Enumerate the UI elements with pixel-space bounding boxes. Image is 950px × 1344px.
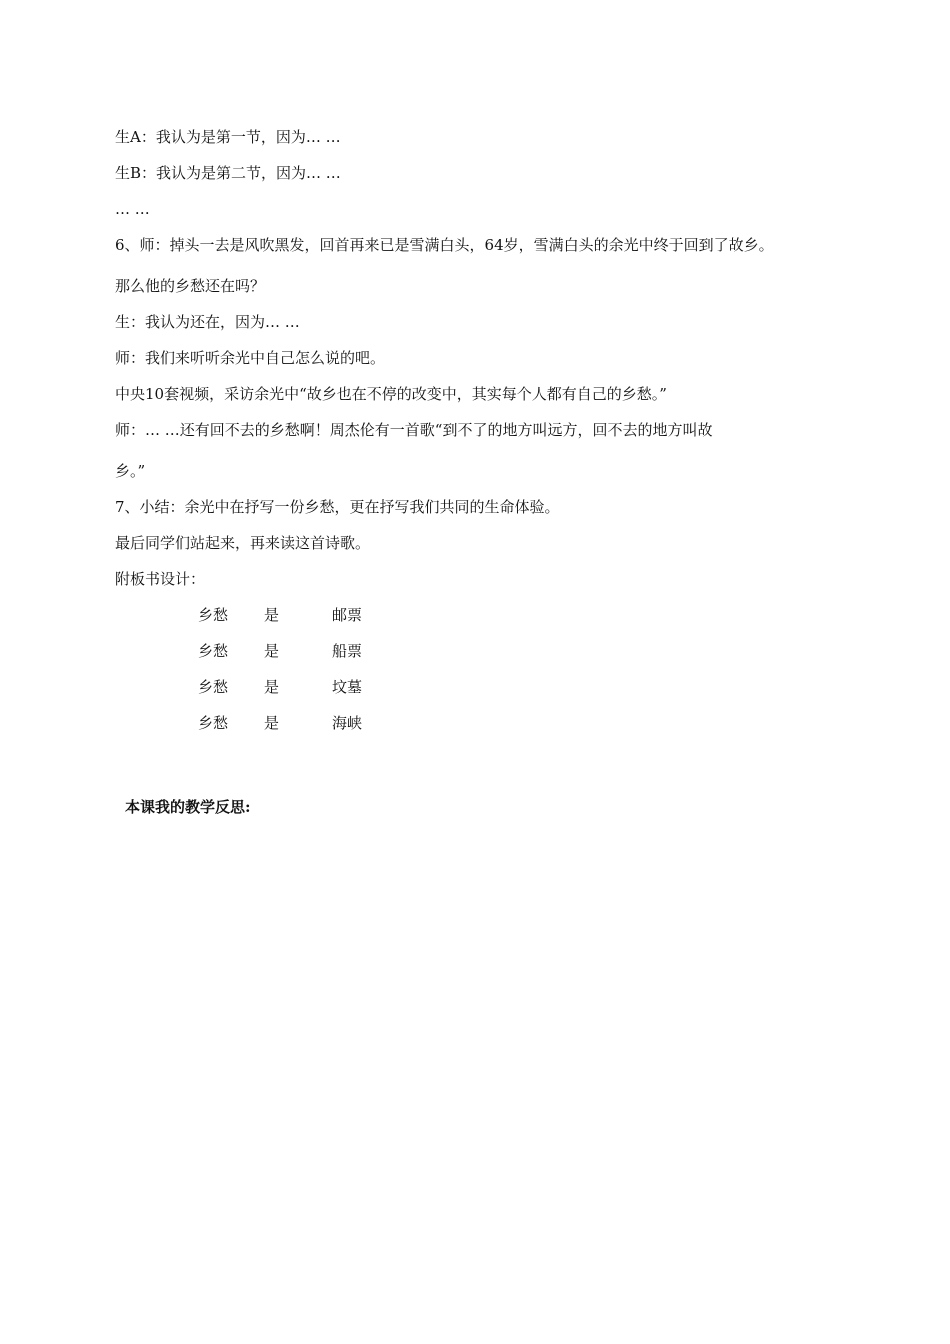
- text-line-10: 乡。”: [115, 462, 146, 480]
- text-line-3: … …: [115, 200, 150, 218]
- text-line-13: 附板书设计：: [115, 570, 206, 588]
- board-verb: 是: [264, 678, 280, 696]
- board-verb: 是: [264, 606, 280, 624]
- board-subject: 乡愁: [198, 642, 229, 660]
- text-line-2: 生B：我认为是第二节，因为… …: [115, 164, 341, 182]
- board-object: 坟墓: [332, 678, 363, 696]
- text-line-11: 7、小结：余光中在抒写一份乡愁，更在抒写我们共同的生命体验。: [115, 498, 560, 516]
- text-line-4: 6、师：掉头一去是风吹黑发，回首再来已是雪满白头，64岁，雪满白头的余光中终于回到了故乡。: [115, 236, 774, 254]
- board-object: 邮票: [332, 606, 363, 624]
- text-line-5: 那么他的乡愁还在吗？: [115, 277, 266, 295]
- board-verb: 是: [264, 714, 280, 732]
- board-subject: 乡愁: [198, 714, 229, 732]
- board-subject: 乡愁: [198, 606, 229, 624]
- text-line-9: 师：… …还有回不去的乡愁啊！周杰伦有一首歌“到不了的地方叫远方，回不去的地方叫故: [115, 421, 713, 439]
- text-line-12: 最后同学们站起来，再来读这首诗歌。: [115, 534, 371, 552]
- board-verb: 是: [264, 642, 280, 660]
- board-object: 海峡: [332, 714, 363, 732]
- reflection-heading: 本课我的教学反思:: [125, 798, 251, 816]
- text-line-1: 生A：我认为是第一节，因为… …: [115, 128, 341, 146]
- text-line-8: 中央10套视频，采访余光中“故乡也在不停的改变中，其实每个人都有自己的乡愁。”: [115, 385, 667, 403]
- text-line-7: 师：我们来听听余光中自己怎么说的吧。: [115, 349, 386, 367]
- board-subject: 乡愁: [198, 678, 229, 696]
- text-line-6: 生：我认为还在，因为… …: [115, 313, 300, 331]
- board-object: 船票: [332, 642, 363, 660]
